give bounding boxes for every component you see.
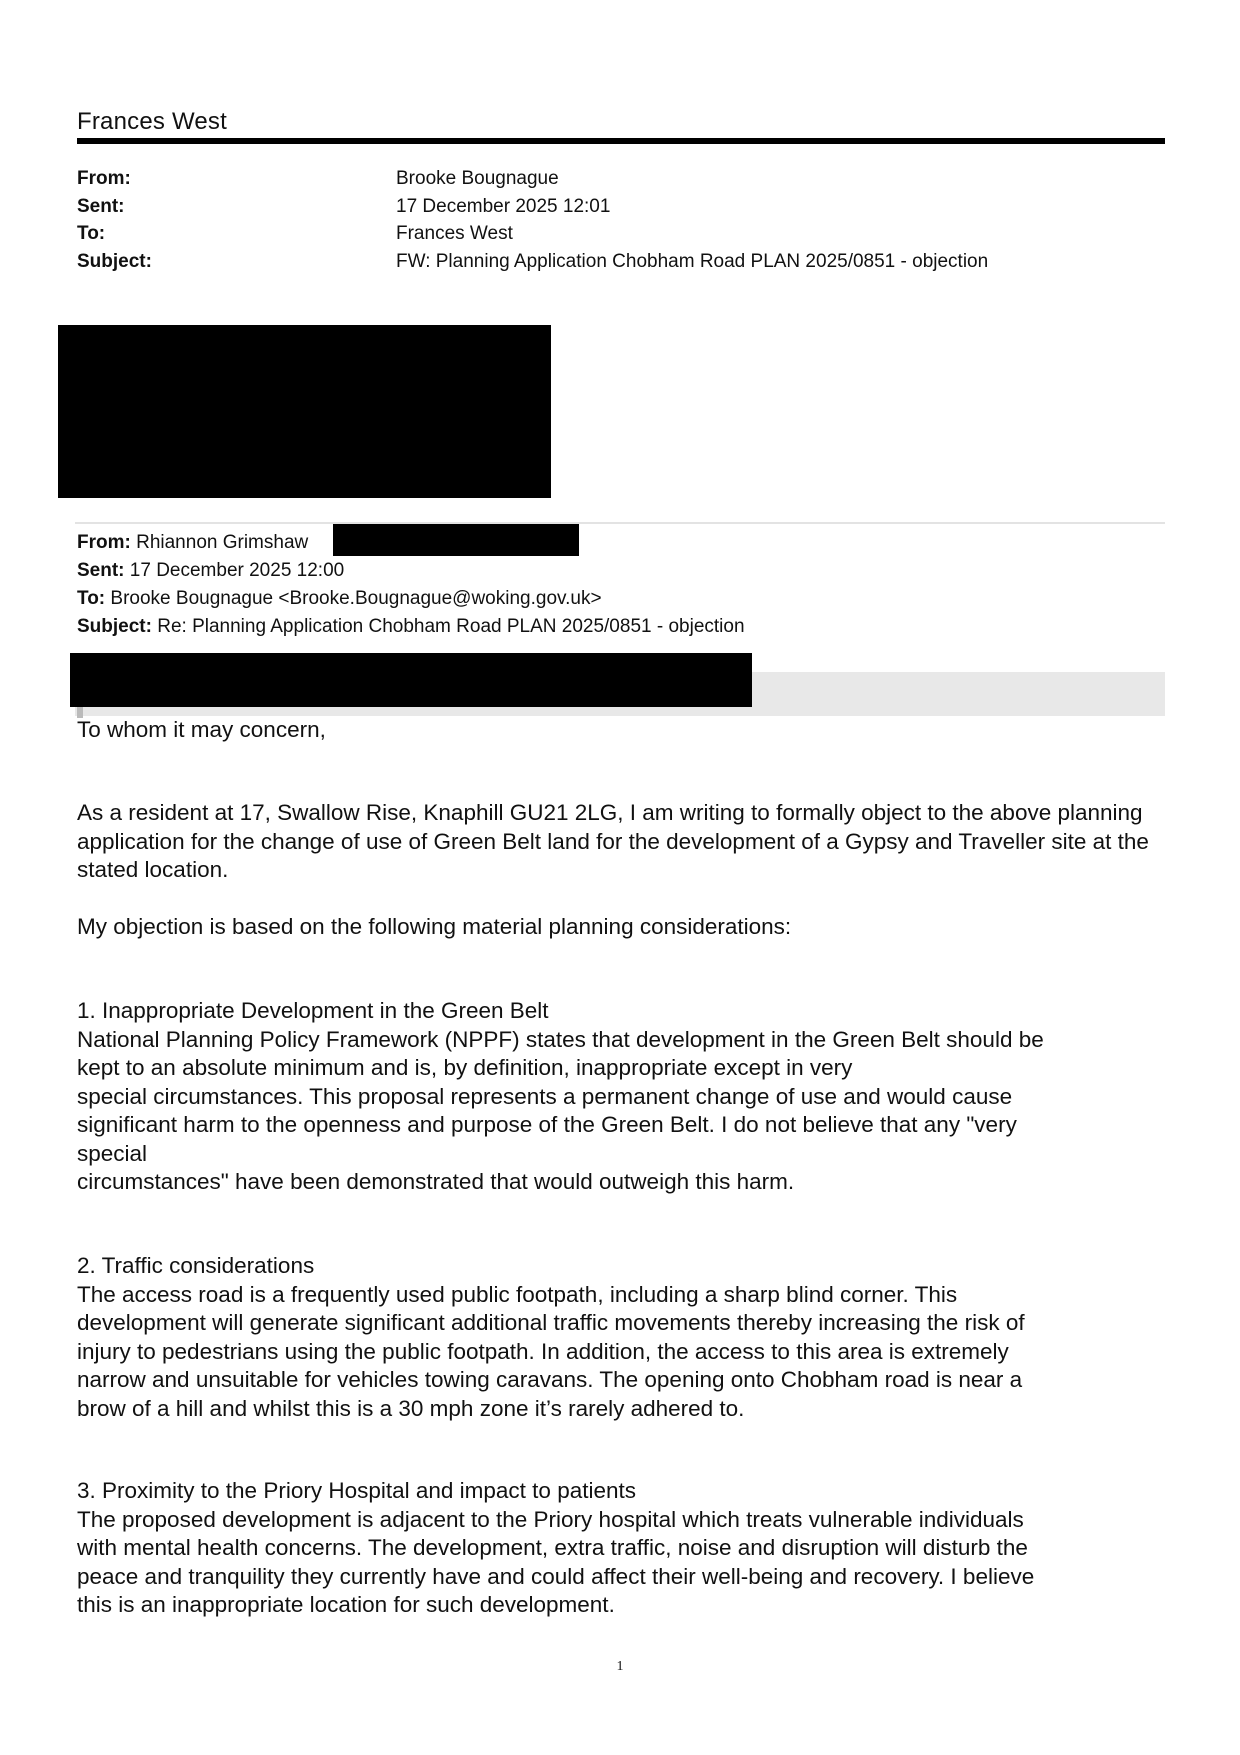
point-line: The proposed development is adjacent to the Priory hospital which treats vulnerable individuals <box>77 1506 1024 1532</box>
point-line: circumstances" have been demonstrated that would outweigh this harm. <box>77 1169 795 1194</box>
sent-label: Sent: <box>77 196 125 217</box>
point-heading: 1. Inappropriate Development in the Green Belt <box>77 998 549 1023</box>
forwarded-subject-label: Subject: <box>77 616 152 637</box>
forwarded-to-label: To: <box>77 588 106 609</box>
sent-value: 17 December 2025 12:01 <box>396 196 611 217</box>
forwarded-subject-line <box>77 616 745 638</box>
forwarded-from-label: From: <box>77 532 131 553</box>
point-line: significant harm to the openness and purpose of the Green Belt. I do not believe that any "very <box>77 1112 1017 1137</box>
point-line: The access road is a frequently used public footpath, including a sharp blind corner. This <box>77 1281 958 1307</box>
point-line: narrow and unsuitable for vehicles towing caravans. The opening onto Chobham road is near a <box>77 1367 1023 1392</box>
redaction-block <box>58 325 551 498</box>
title-rule <box>77 138 1165 144</box>
redaction-banner <box>70 653 752 707</box>
forwarded-from-value: Rhiannon Grimshaw <box>136 532 309 553</box>
forwarded-to-value: Brooke Bougnague <Brooke.Bougnague@woking.gov.uk> <box>110 588 602 609</box>
from-value: Brooke Bougnague <box>396 168 559 189</box>
page-number: 1 <box>616 1659 624 1674</box>
forwarded-sent-label: Sent: <box>77 560 125 581</box>
point-line: special circumstances. This proposal represents a permanent change of use and would cause <box>77 1083 1013 1109</box>
forwarded-subject-value: Re: Planning Application Chobham Road PLAN 2025/0851 - objection <box>157 616 745 637</box>
point-line: this is an inappropriate location for such development. <box>77 1592 615 1617</box>
point-line: National Planning Policy Framework (NPPF) states that development in the Green Belt should be <box>77 1026 1044 1052</box>
point-line: peace and tranquility they currently have and could affect their well-being and recovery. I believe <box>77 1563 1035 1589</box>
forwarded-from-line <box>77 532 308 554</box>
point-heading: 2. Traffic considerations <box>77 1253 315 1278</box>
forwarded-sent-line <box>77 560 344 582</box>
objection-point-1 <box>77 997 1167 1197</box>
point-line: kept to an absolute minimum and is, by definition, inappropriate except in very <box>77 1055 853 1080</box>
point-line: development will generate significant additional traffic movements thereby increasing the risk of <box>77 1310 1025 1335</box>
objection-point-3 <box>77 1477 1167 1620</box>
subject-label: Subject: <box>77 251 152 272</box>
forwarded-sent-value: 17 December 2025 12:00 <box>129 560 345 581</box>
point-heading: 3. Proximity to the Priory Hospital and impact to patients <box>77 1478 636 1503</box>
to-value: Frances West <box>396 223 513 244</box>
objection-point-2 <box>77 1252 1167 1423</box>
mailbox-owner-title: Frances West <box>77 108 227 135</box>
to-label: To: <box>77 223 106 244</box>
from-label: From: <box>77 168 131 189</box>
greeting: To whom it may concern, <box>77 717 326 742</box>
point-line: injury to pedestrians using the public footpath. In addition, the access to this area is extremely <box>77 1338 1009 1364</box>
point-line: brow of a hill and whilst this is a 30 mph zone it’s rarely adhered to. <box>77 1395 745 1421</box>
point-line: special <box>77 1140 148 1166</box>
point-line: with mental health concerns. The development, extra traffic, noise and disruption will disturb the <box>77 1535 1028 1560</box>
redaction-email-address <box>333 524 579 556</box>
intro-paragraph: As a resident at 17, Swallow Rise, Knaphill GU21 2LG, I am writing to formally object to the above planning application for the change of use of Green Belt land for the development of a Gypsy and Traveller site at the stated location. <box>77 800 1149 882</box>
separator-line <box>75 522 1165 524</box>
subject-value: FW: Planning Application Chobham Road PLAN 2025/0851 - objection <box>396 251 989 272</box>
forwarded-to-line <box>77 588 602 610</box>
objection-basis: My objection is based on the following material planning considerations: <box>77 914 792 939</box>
